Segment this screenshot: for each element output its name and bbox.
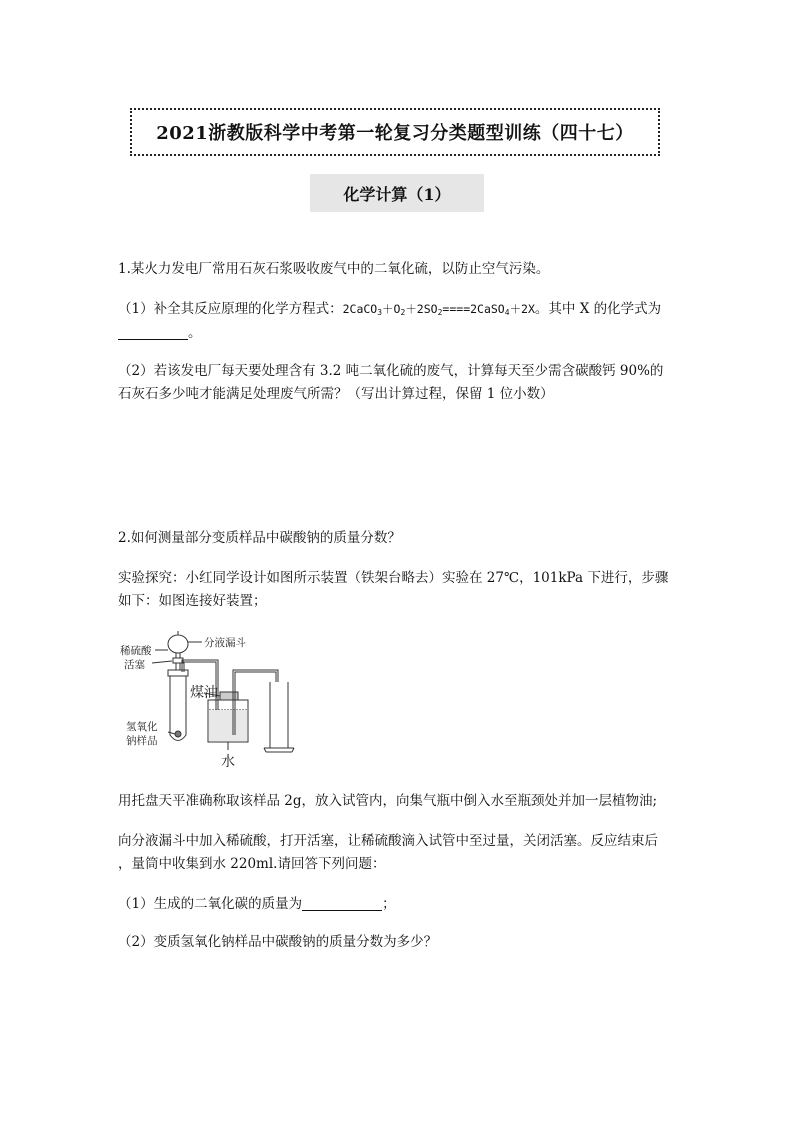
q2-intro-line2: 如下：如图连接好装置； xyxy=(118,593,267,609)
q2-part1-prefix: （1）生成的二氧化碳的质量为 xyxy=(118,896,303,912)
q2-stem: 2.如何测量部分变质样品中碳酸钠的质量分数？ xyxy=(118,530,401,546)
q1-part1-end: 。 xyxy=(188,325,202,341)
q1-part1-suffix: 。其中 X 的化学式为 xyxy=(534,301,662,317)
q2-intro-line1: 实验探究：小红同学设计如图所示装置（铁架台略去）实验在 27℃，101kPa 下进行，步骤 xyxy=(118,570,669,586)
q2-step1: 用托盘天平准确称取该样品 2g，放入试管内，向集气瓶中倒入水至瓶颈处并加一层植物油; xyxy=(118,793,658,809)
answer-blank-co2-mass[interactable] xyxy=(302,894,382,911)
q2-part1 xyxy=(118,893,678,916)
chemical-equation: $2CaCO_3+O_2+2SO_2====2CaSO_4+2X$ xyxy=(342,302,535,317)
sample-granules xyxy=(175,731,181,737)
q2-part2: （2）变质氢氧化钠样品中碳酸钠的质量分数为多少？ xyxy=(118,934,438,950)
q1-stem: 1.某火力发电厂常用石灰石浆吸收废气中的二氧化硫，以防止空气污染。 xyxy=(118,261,550,277)
experiment-apparatus-figure xyxy=(120,630,320,770)
q1-part1-prefix: （1）补全其反应原理的化学方程式： xyxy=(118,301,343,317)
label-sample-line2: 钠样品 xyxy=(126,735,158,747)
label-water: 水 xyxy=(221,754,235,770)
label-stopcock: 活塞 xyxy=(124,659,145,671)
q1-part2-line2: 石灰石多少吨才能满足处理废气所需？（写出计算过程，保留 1 位小数） xyxy=(118,386,554,402)
q1-part1 xyxy=(118,298,678,324)
label-separatory-funnel: 分液漏斗 xyxy=(204,637,246,649)
test-tube xyxy=(170,672,186,741)
measuring-cylinder xyxy=(270,682,288,748)
answer-blank-x[interactable] xyxy=(118,323,188,340)
worksheet-title: 2021浙教版科学中考第一轮复习分类题型训练（四十七） xyxy=(130,108,660,156)
label-dilute-sulfuric-acid: 稀硫酸 xyxy=(120,645,152,657)
q2-part1-end: ； xyxy=(382,896,396,912)
separatory-funnel-bulb xyxy=(168,635,188,653)
q1-part2-line1: （2）若该发电厂每天要处理含有 3.2 吨二氧化硫的废气，计算每天至少需含碳酸钙 90%的 xyxy=(118,363,664,379)
label-kerosene: 煤油 xyxy=(190,685,218,701)
label-sample-line1: 氢氧化 xyxy=(126,721,158,733)
q2-step2-line2: ，量筒中收集到水 220ml.请回答下列问题： xyxy=(118,856,386,872)
q1-part1-answer-line xyxy=(118,322,678,345)
section-subtitle: 化学计算（1） xyxy=(310,174,484,212)
q2-step2-line1: 向分液漏斗中加入稀硫酸，打开活塞，让稀硫酸滴入试管中至过量，关闭活塞。反应结束后 xyxy=(118,833,658,849)
